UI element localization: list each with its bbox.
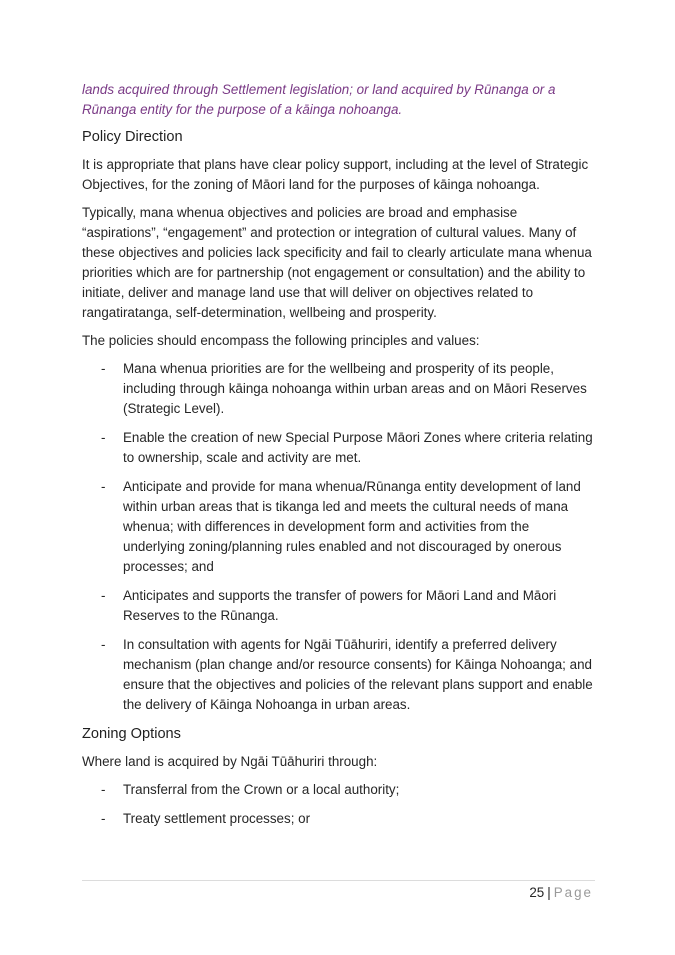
list-item-text: Transferral from the Crown or a local authority; bbox=[123, 782, 400, 797]
zoning-options-list bbox=[82, 780, 594, 829]
list-item bbox=[82, 780, 594, 800]
list-item-text: Anticipates and supports the transfer of powers for Māori Land and Māori Reserves to the Rūnanga. bbox=[123, 588, 557, 623]
list-item bbox=[82, 809, 594, 829]
list-item-text: Enable the creation of new Special Purpose Māori Zones where criteria relating to ownership, scale and activity are met. bbox=[123, 430, 593, 465]
policy-direction-heading: Policy Direction bbox=[82, 129, 183, 145]
list-item bbox=[82, 635, 594, 715]
list-item-text: Mana whenua priorities are for the wellbeing and prosperity of its people, including through kāinga nohoanga within urban areas and on Māori Reserves (Strategic Level). bbox=[123, 361, 587, 416]
dash-bullet: - bbox=[101, 588, 106, 603]
document-body bbox=[82, 80, 594, 838]
list-item bbox=[82, 477, 594, 577]
list-item-text: Treaty settlement processes; or bbox=[123, 811, 311, 826]
list-item bbox=[82, 428, 594, 468]
zoning-options-heading: Zoning Options bbox=[82, 726, 181, 742]
list-item-text: In consultation with agents for Ngāi Tūāhuriri, identify a preferred delivery mechanism (plan change and/or resource consents) for Kāinga Nohoanga; and ensure that the objectives and policies of the relevant plans support and enable the delivery of Kāinga Nohoanga in urban areas. bbox=[123, 637, 593, 712]
dash-bullet: - bbox=[101, 782, 106, 797]
policy-para-2: Typically, mana whenua objectives and policies are broad and emphasise “aspirations”, “engagement” and protection or integration of cultural values. Many of these objectives and policies lack specificity and fail to clearly articulate mana whenua priorities which are for partnership (not engagement or consultation) and the ability to initiate, deliver and manage land use that will deliver on objectives related to rangatiratanga, self-determination, wellbeing and prosperity. bbox=[82, 205, 592, 320]
dash-bullet: - bbox=[101, 361, 106, 376]
policy-para-1: It is appropriate that plans have clear policy support, including at the level of Strategic Objectives, for the zoning of Māori land for the purposes of kāinga nohoanga. bbox=[82, 157, 589, 192]
page-number: 25 bbox=[529, 885, 545, 900]
list-item-text: Anticipate and provide for mana whenua/Rūnanga entity development of land within urban areas that is tikanga led and meets the cultural needs of mana whenua; with differences in development form and activities from the underlying zoning/planning rules enabled and not discouraged by onerous processes; and bbox=[123, 479, 581, 574]
page-footer bbox=[82, 880, 595, 903]
intro-paragraph: lands acquired through Settlement legislation; or land acquired by Rūnanga or a Rūnanga entity for the purpose of a kāinga nohoanga. bbox=[82, 82, 556, 117]
dash-bullet: - bbox=[101, 479, 106, 494]
list-item bbox=[82, 359, 594, 419]
page-number-label bbox=[529, 885, 593, 900]
dash-bullet: - bbox=[101, 811, 106, 826]
dash-bullet: - bbox=[101, 430, 106, 445]
dash-bullet: - bbox=[101, 637, 106, 652]
policy-para-3: The policies should encompass the following principles and values: bbox=[82, 333, 480, 348]
page-word: Page bbox=[553, 885, 593, 900]
page-separator: | bbox=[547, 885, 551, 900]
zoning-para-1: Where land is acquired by Ngāi Tūāhuriri through: bbox=[82, 754, 378, 769]
policy-principles-list bbox=[82, 359, 594, 715]
list-item bbox=[82, 586, 594, 626]
